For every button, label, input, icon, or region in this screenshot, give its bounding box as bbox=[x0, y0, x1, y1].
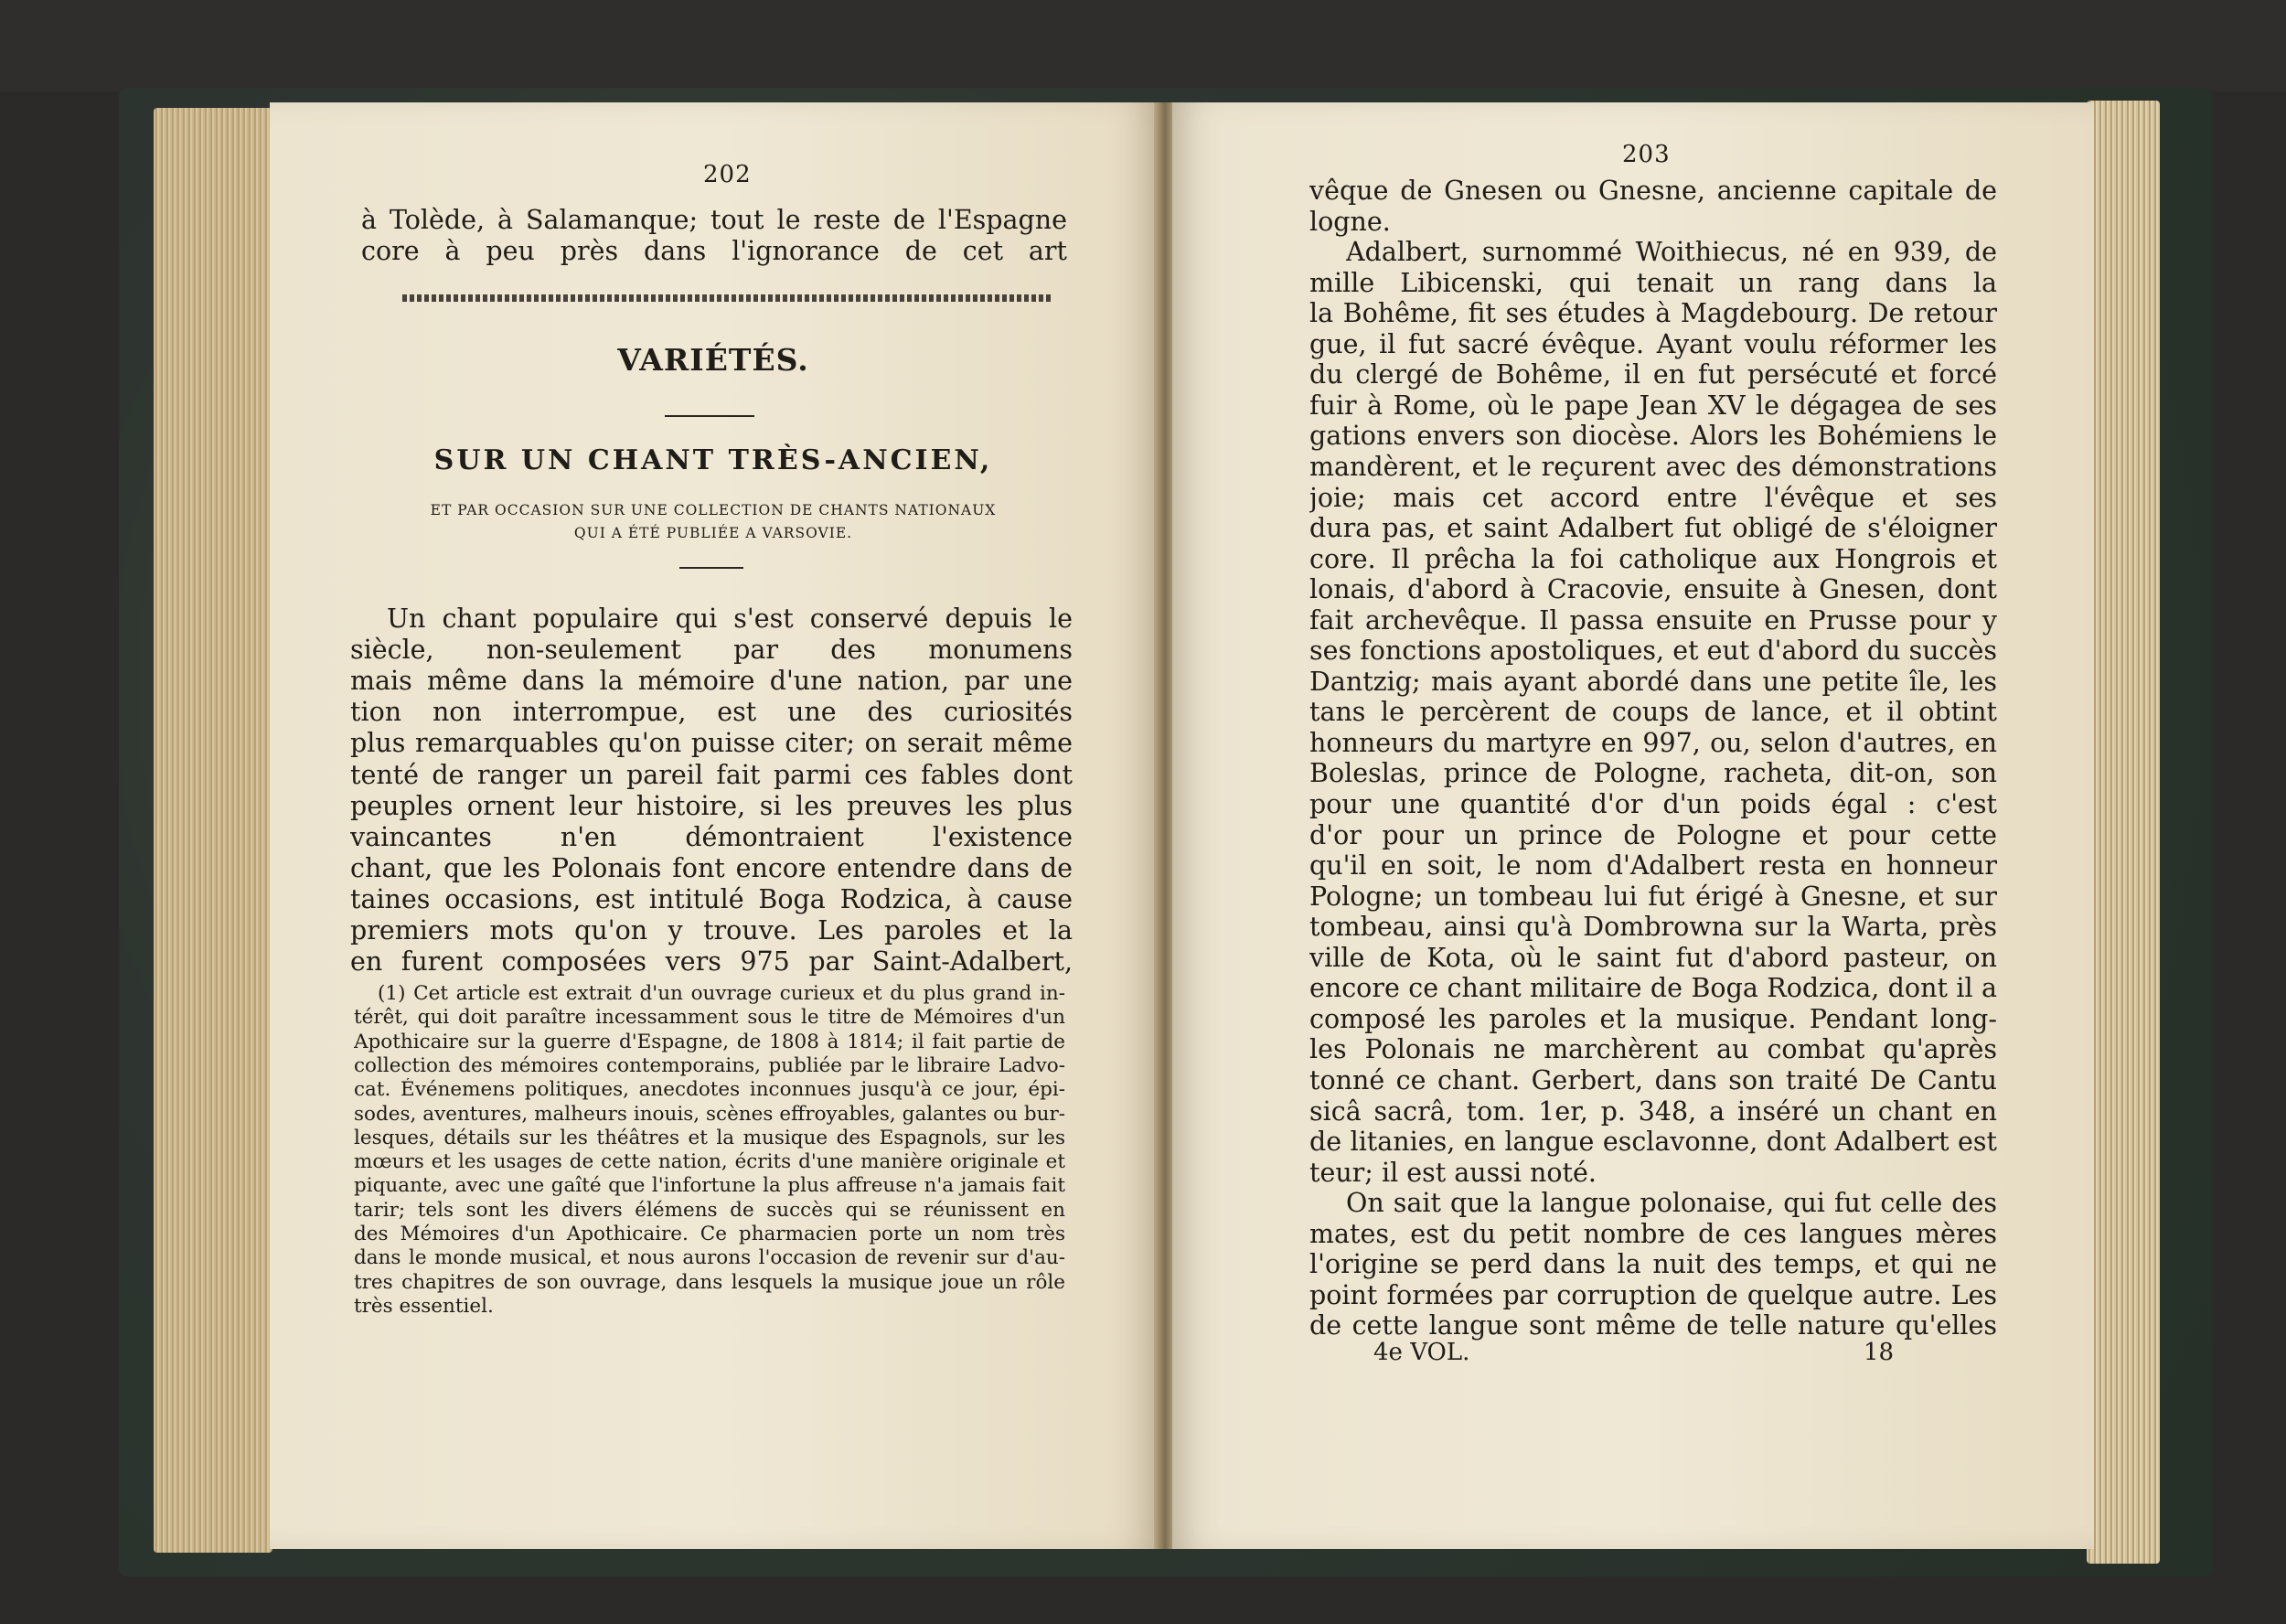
text-line: tonné ce chant. Gerbert, dans son traité De Cantu bbox=[1309, 1064, 1997, 1095]
text-line: Boleslas, prince de Pologne, racheta, dit-on, son bbox=[1309, 758, 1997, 789]
text-line: composé les paroles et la musique. Pendant long- bbox=[1309, 1003, 1997, 1034]
text-line: tombeau, ainsi qu'à Dombrowna sur la Warta, près bbox=[1309, 912, 1997, 943]
text-line: mandèrent, et le reçurent avec des démonstrations bbox=[1309, 451, 1997, 482]
text-line: qu'il en soit, le nom d'Adalbert resta en honneur bbox=[1309, 850, 1997, 881]
text-line: point formées par corruption de quelque autre. Les bbox=[1309, 1279, 1997, 1310]
text-line: Dantzig; mais ayant abordé dans une petite île, les bbox=[1309, 666, 1997, 697]
subtitle-rule bbox=[679, 567, 743, 569]
text-line: mates, est du petit nombre de ces langues mères bbox=[1309, 1218, 1997, 1249]
text-line: chant, que les Polonais font encore entendre dans de bbox=[350, 852, 1073, 883]
page-edges-left bbox=[154, 108, 272, 1553]
text-line: joie; mais cet accord entre l'évêque et ses bbox=[1309, 482, 1997, 513]
text-line: tans le percèrent de coups de lance, et il obtint bbox=[1309, 697, 1997, 728]
footnote-line: très essentiel. bbox=[354, 1294, 494, 1318]
text-line: de cette langue sont même de telle nature qu'elles bbox=[1309, 1310, 1997, 1341]
text-line: mais même dans la mémoire d'une nation, par une bbox=[350, 666, 1073, 697]
text-line: logne. bbox=[1309, 206, 1391, 237]
text-line: de litanies, en langue esclavonne, dont Adalbert est bbox=[1309, 1127, 1997, 1158]
text-line: encore ce chant militaire de Boga Rodzica, dont il a bbox=[1309, 973, 1997, 1004]
text-line: fuir à Rome, où le pape Jean XV le dégagea de ses bbox=[1309, 390, 1997, 421]
scanner-background bbox=[0, 0, 2286, 91]
text-line: ville de Kota, où le saint fut d'abord pasteur, on bbox=[1309, 942, 1997, 973]
text-line: mille Libicenski, qui tenait un rang dans la bbox=[1309, 267, 1997, 298]
footnote-line: sodes, aventures, malheurs inouis, scènes effroyables, galantes ou bur- bbox=[354, 1102, 1065, 1126]
page-number: 202 bbox=[703, 161, 752, 188]
footnote-line: dans le monde musical, et nous aurons l'occasion de revenir sur d'au- bbox=[354, 1246, 1065, 1270]
text-line: en furent composées vers 975 par Saint-Adalbert, bbox=[350, 946, 1073, 978]
article-title: SUR UN CHANT TRÈS-ANCIEN, bbox=[433, 444, 993, 476]
footnote-line: térêt, qui doit paraître incessamment sous le titre de Mémoires d'un bbox=[354, 1006, 1065, 1030]
text-line: peuples ornent leur histoire, si les preuves les plus bbox=[350, 790, 1073, 821]
footnote-line: (1) Cet article est extrait d'un ouvrage curieux et du plus grand in- bbox=[378, 982, 1065, 1005]
text-line: gue, il fut sacré évêque. Ayant voulu réformer les bbox=[1309, 328, 1997, 359]
text-line: tenté de ranger un pareil fait parmi ces fables dont bbox=[350, 759, 1073, 790]
text-line: On sait que la langue polonaise, qui fut celle des bbox=[1346, 1188, 1997, 1219]
text-line: taines occasions, est intitulé Boga Rodzica, à cause bbox=[350, 883, 1073, 914]
text-line: siècle, non-seulement par des monumens bbox=[350, 635, 1073, 666]
text-line: gations envers son diocèse. Alors les Bohémiens le bbox=[1309, 421, 1997, 452]
section-title: VARIÉTÉS. bbox=[617, 342, 809, 378]
text-line: du clergé de Bohême, il en fut persécuté et forcé bbox=[1309, 359, 1997, 390]
footnote-line: tres chapitres de son ouvrage, dans lesquels la musique joue un rôle bbox=[354, 1270, 1065, 1294]
article-subtitle-line-2: QUI A ÉTÉ PUBLIÉE A VARSOVIE. bbox=[573, 525, 853, 541]
footnote-line: mœurs et les usages de cette nation, écrits d'une manière originale et bbox=[354, 1150, 1065, 1174]
text-line: honneurs du martyre en 997, ou, selon d'autres, en bbox=[1309, 727, 1997, 758]
text-line: à Tolède, à Salamanque; tout le reste de l'Espagne bbox=[361, 205, 1067, 235]
footnote-line: tarir; tels sont les divers élémens de succès qui se réunissent en bbox=[354, 1198, 1065, 1222]
text-line: Un chant populaire qui s'est conservé depuis le bbox=[387, 604, 1073, 634]
section-divider bbox=[402, 294, 1053, 302]
footnote-line: lesques, détails sur les théâtres et la musique des Espagnols, sur les bbox=[354, 1126, 1065, 1149]
text-line: ses fonctions apostoliques, et eut d'abord du succès bbox=[1309, 636, 1997, 667]
right-page bbox=[1172, 102, 2094, 1549]
text-line: fait archevêque. Il passa ensuite en Prusse pour y bbox=[1309, 604, 1997, 636]
text-line: vaincantes n'en démontraient l'existence bbox=[350, 821, 1073, 852]
footnote-line: piquante, avec une gaîté que l'infortune la plus affreuse n'a jamais fait bbox=[354, 1174, 1065, 1198]
article-subtitle-line-1: ET PAR OCCASION SUR UNE COLLECTION DE CHANTS NATIONAUX bbox=[430, 502, 997, 518]
title-rule bbox=[665, 415, 754, 417]
text-line: premiers mots qu'on y trouve. Les paroles et la bbox=[350, 915, 1073, 946]
signature-number: 18 bbox=[1864, 1339, 1895, 1366]
text-line: Adalbert, surnommé Woithiecus, né en 939, de bbox=[1346, 237, 1997, 268]
text-line: Pologne; un tombeau lui fut érigé à Gnesne, et sur bbox=[1309, 881, 1997, 912]
text-line: les Polonais ne marchèrent au combat qu'après bbox=[1309, 1034, 1997, 1065]
text-line: teur; il est aussi noté. bbox=[1309, 1157, 1597, 1188]
page-edges-right bbox=[2087, 101, 2160, 1564]
text-line: core à peu près dans l'ignorance de cet art bbox=[361, 236, 1067, 266]
page-number: 203 bbox=[1622, 141, 1671, 168]
footnote-line: des Mémoires d'un Apothicaire. Ce pharmacien porte un nom très bbox=[354, 1223, 1065, 1245]
text-line: d'or pour un prince de Pologne et pour cette bbox=[1309, 819, 1997, 850]
text-line: vêque de Gnesen ou Gnesne, ancienne capitale de bbox=[1309, 176, 1997, 206]
signature-volume: 4e VOL. bbox=[1373, 1339, 1470, 1366]
left-page bbox=[270, 102, 1157, 1549]
text-line: lonais, d'abord à Cracovie, ensuite à Gnesen, dont bbox=[1309, 574, 1997, 605]
text-line: tion non interrompue, est une des curiosités bbox=[350, 697, 1073, 728]
footnote-line: collection des mémoires contemporains, publiée par le libraire Ladvo- bbox=[354, 1053, 1065, 1077]
text-line: sicâ sacrâ, tom. 1er, p. 348, a inséré un chant en bbox=[1309, 1095, 1997, 1127]
text-line: dura pas, et saint Adalbert fut obligé de s'éloigner bbox=[1309, 513, 1997, 544]
text-line: la Bohême, fit ses études à Magdebourg. De retour bbox=[1309, 298, 1997, 329]
footnote-line: cat. Événemens politiques, anecdotes inconnues jusqu'à ce jour, épi- bbox=[354, 1078, 1065, 1102]
text-line: pour une quantité d'or d'un poids égal : c'est bbox=[1309, 789, 1997, 819]
footnote-line: Apothicaire sur la guerre d'Espagne, de 1808 à 1814; il fait partie de bbox=[354, 1030, 1065, 1053]
text-line: l'origine se perd dans la nuit des temps, et qui ne bbox=[1309, 1249, 1997, 1280]
text-line: plus remarquables qu'on puisse citer; on serait même bbox=[350, 728, 1073, 759]
text-line: core. Il prêcha la foi catholique aux Hongrois et bbox=[1309, 543, 1997, 574]
